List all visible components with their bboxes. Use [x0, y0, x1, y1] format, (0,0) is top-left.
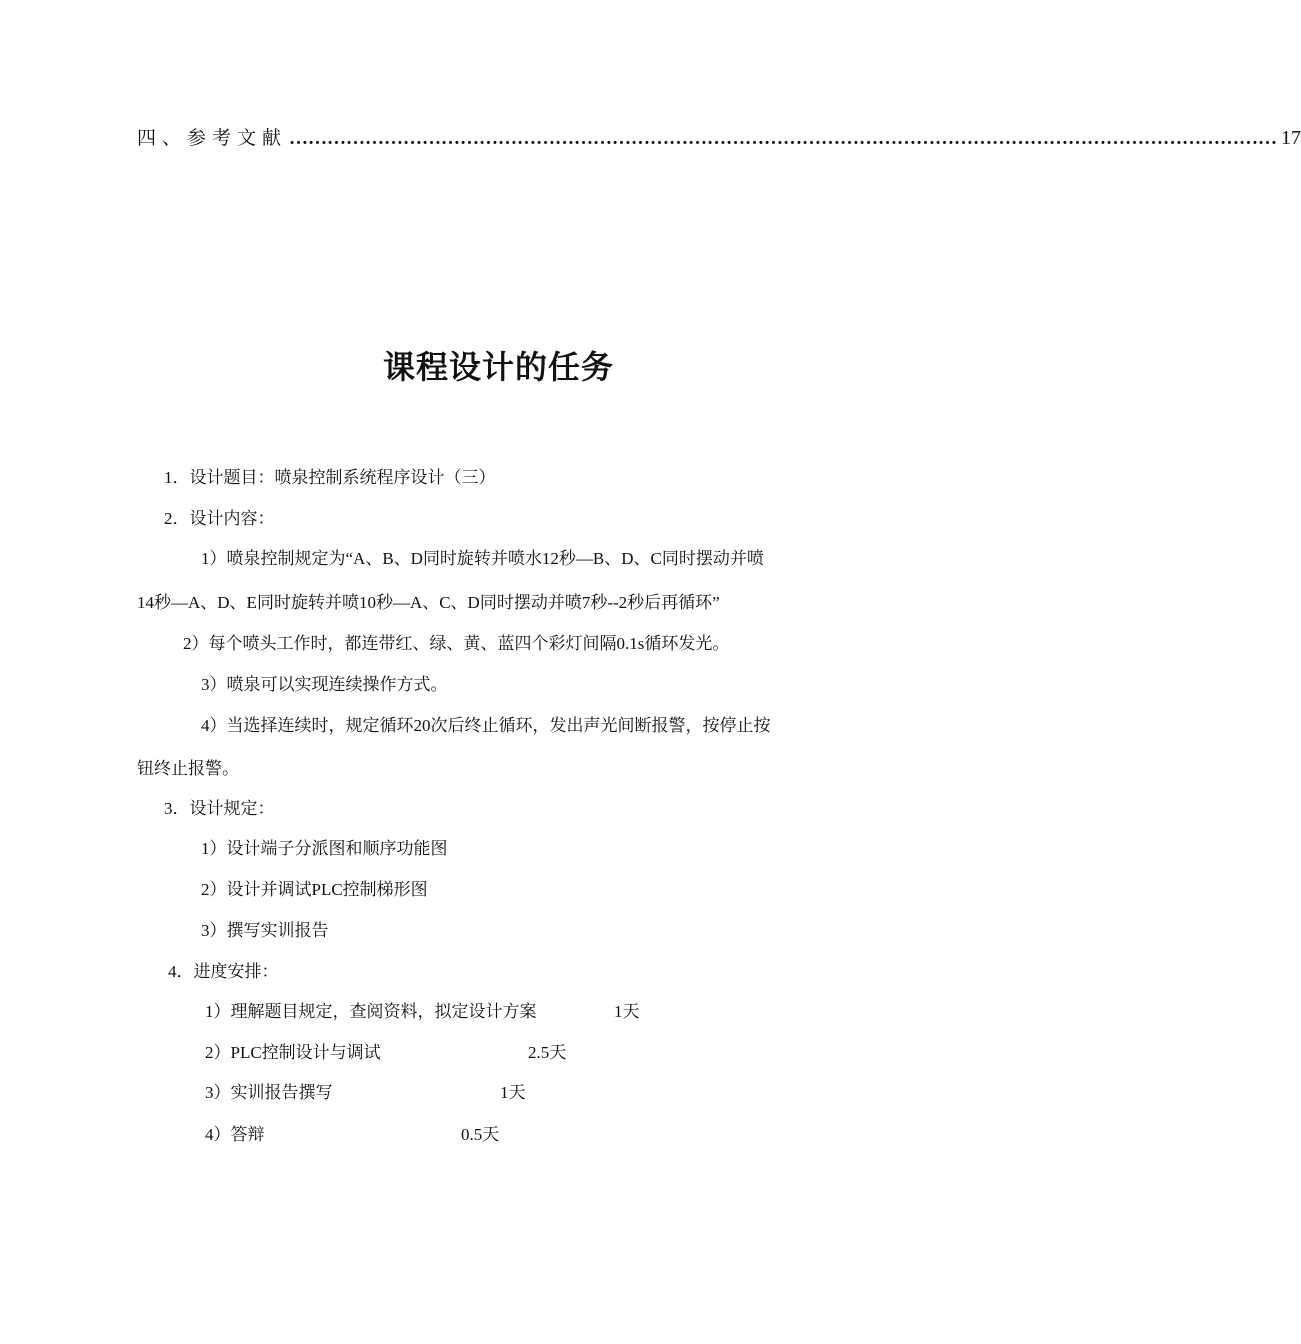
toc-entry-label: 四、参考文献: [137, 128, 288, 149]
schedule-task-2: 2）PLC控制设计与调试: [205, 1043, 381, 1062]
toc-entry-references[interactable]: [137, 123, 1301, 151]
page-title: 课程设计的任务: [382, 348, 614, 386]
schedule-duration-2: 2.5天: [528, 1043, 567, 1062]
requirement-item-1: 1）设计端子分派图和顺序功能图: [201, 839, 448, 858]
design-topic: 1．设计题目：喷泉控制系统程序设计（三）: [164, 468, 496, 487]
toc-page-number: 17: [1281, 127, 1301, 149]
content-item-4-line-2: 钮终止报警。: [137, 759, 239, 778]
schedule-duration-1: 1天: [614, 1002, 640, 1021]
design-content-heading: 2．设计内容：: [164, 509, 275, 528]
design-requirements-heading: 3．设计规定：: [164, 799, 275, 818]
content-item-1-line-2: 14秒—A、D、E同时旋转并喷10秒—A、C、D同时摆动并喷7秒--2秒后再循环”: [137, 593, 720, 612]
schedule-task-4: 4）答辩: [205, 1125, 265, 1144]
schedule-heading: 4．进度安排：: [168, 962, 279, 981]
schedule-task-3: 3）实训报告撰写: [205, 1083, 333, 1102]
content-item-4-line-1: 4）当选择连续时，规定循环20次后终止循环，发出声光间断报警，按停止按: [201, 716, 771, 735]
schedule-duration-3: 1天: [500, 1083, 526, 1102]
requirement-item-3: 3）撰写实训报告: [201, 921, 329, 940]
requirement-item-2: 2）设计并调试PLC控制梯形图: [201, 880, 428, 899]
content-item-1-line-1: 1）喷泉控制规定为“A、B、D同时旋转并喷水12秒—B、D、C同时摆动并喷: [201, 549, 764, 568]
content-item-2: 2）每个喷头工作时，都连带红、绿、黄、蓝四个彩灯间隔0.1s循环发光。: [183, 634, 730, 653]
schedule-task-1: 1）理解题目规定，查阅资料，拟定设计方案: [205, 1002, 537, 1021]
schedule-duration-4: 0.5天: [461, 1125, 500, 1144]
content-item-3: 3）喷泉可以实现连续操作方式。: [201, 675, 448, 694]
toc-leader-dots: …………………………………………………………………………………………………………………………………………: [289, 128, 1278, 149]
